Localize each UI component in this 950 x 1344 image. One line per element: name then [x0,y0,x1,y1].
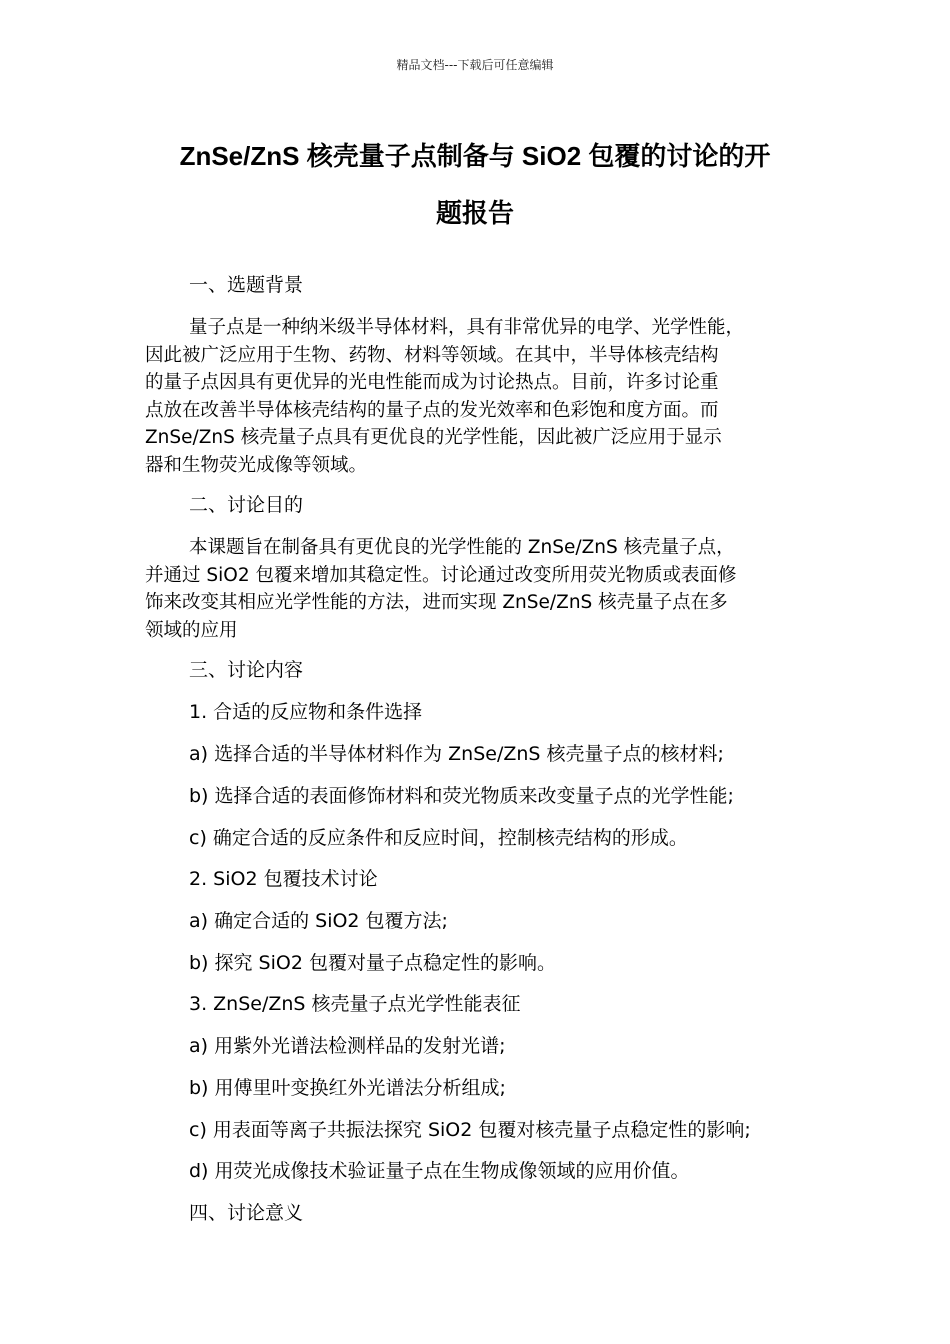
paragraph-line: 并通过 SiO2 包覆来增加其稳定性。讨论通过改变所用荧光物质或表面修 [145,564,737,586]
list-item: 3. ZnSe/ZnS 核壳量子点光学性能表征 [189,993,521,1015]
list-item: a) 确定合适的 SiO2 包覆方法; [189,910,448,932]
paragraph-purpose [145,534,805,644]
paragraph-line: 因此被广泛应用于生物、药物、材料等领域。在其中，半导体核壳结构 [145,344,719,366]
title-line-1: ZnSe/ZnS 核壳量子点制备与 SiO2 包覆的讨论的开 [179,141,771,171]
list-item: 1. 合适的反应物和条件选择 [189,701,423,723]
title-line-2: 题报告 [435,198,514,228]
list-item: c) 用表面等离子共振法探究 SiO2 包覆对核壳量子点稳定性的影响; [189,1119,751,1141]
section-heading-background: 一、选题背景 [189,274,304,296]
list-item: a) 选择合适的半导体材料作为 ZnSe/ZnS 核壳量子点的核材料; [189,743,724,765]
paragraph-background [145,314,805,479]
paragraph-line: 的量子点因具有更优异的光电性能而成为讨论热点。目前，许多讨论重 [145,372,719,393]
paragraph-line: 本课题旨在制备具有更优良的光学性能的 ZnSe/ZnS 核壳量子点， [189,537,735,558]
list-item: a) 用紫外光谱法检测样品的发射光谱; [189,1035,506,1057]
paragraph-line: 领域的应用 [145,619,238,641]
paragraph-line: 器和生物荧光成像等领域。 [145,454,368,476]
paragraph-line: 量子点是一种纳米级半导体材料，具有非常优异的电学、光学性能， [189,317,745,338]
section-heading-content: 三、讨论内容 [189,659,304,681]
paragraph-line: 点放在改善半导体核壳结构的量子点的发光效率和色彩饱和度方面。而 [145,399,719,421]
paragraph-line: ZnSe/ZnS 核壳量子点具有更优良的光学性能，因此被广泛应用于显示 [145,427,722,448]
header-note: 精品文档---下载后可任意编辑 [396,58,554,72]
section-heading-purpose: 二、讨论目的 [189,494,304,516]
list-item: b) 用傅里叶变换红外光谱法分析组成; [189,1077,506,1099]
list-item: b) 探究 SiO2 包覆对量子点稳定性的影响。 [189,952,556,974]
document-title [140,134,810,235]
list-item: d) 用荧光成像技术验证量子点在生物成像领域的应用价值。 [189,1160,690,1182]
paragraph-line: 饰来改变其相应光学性能的方法，进而实现 ZnSe/ZnS 核壳量子点在多 [145,592,728,613]
section-heading-significance: 四、讨论意义 [189,1202,304,1224]
list-item: 2. SiO2 包覆技术讨论 [189,868,378,890]
list-item: b) 选择合适的表面修饰材料和荧光物质来改变量子点的光学性能; [189,785,734,807]
list-item: c) 确定合适的反应条件和反应时间，控制核壳结构的形成。 [189,827,688,849]
